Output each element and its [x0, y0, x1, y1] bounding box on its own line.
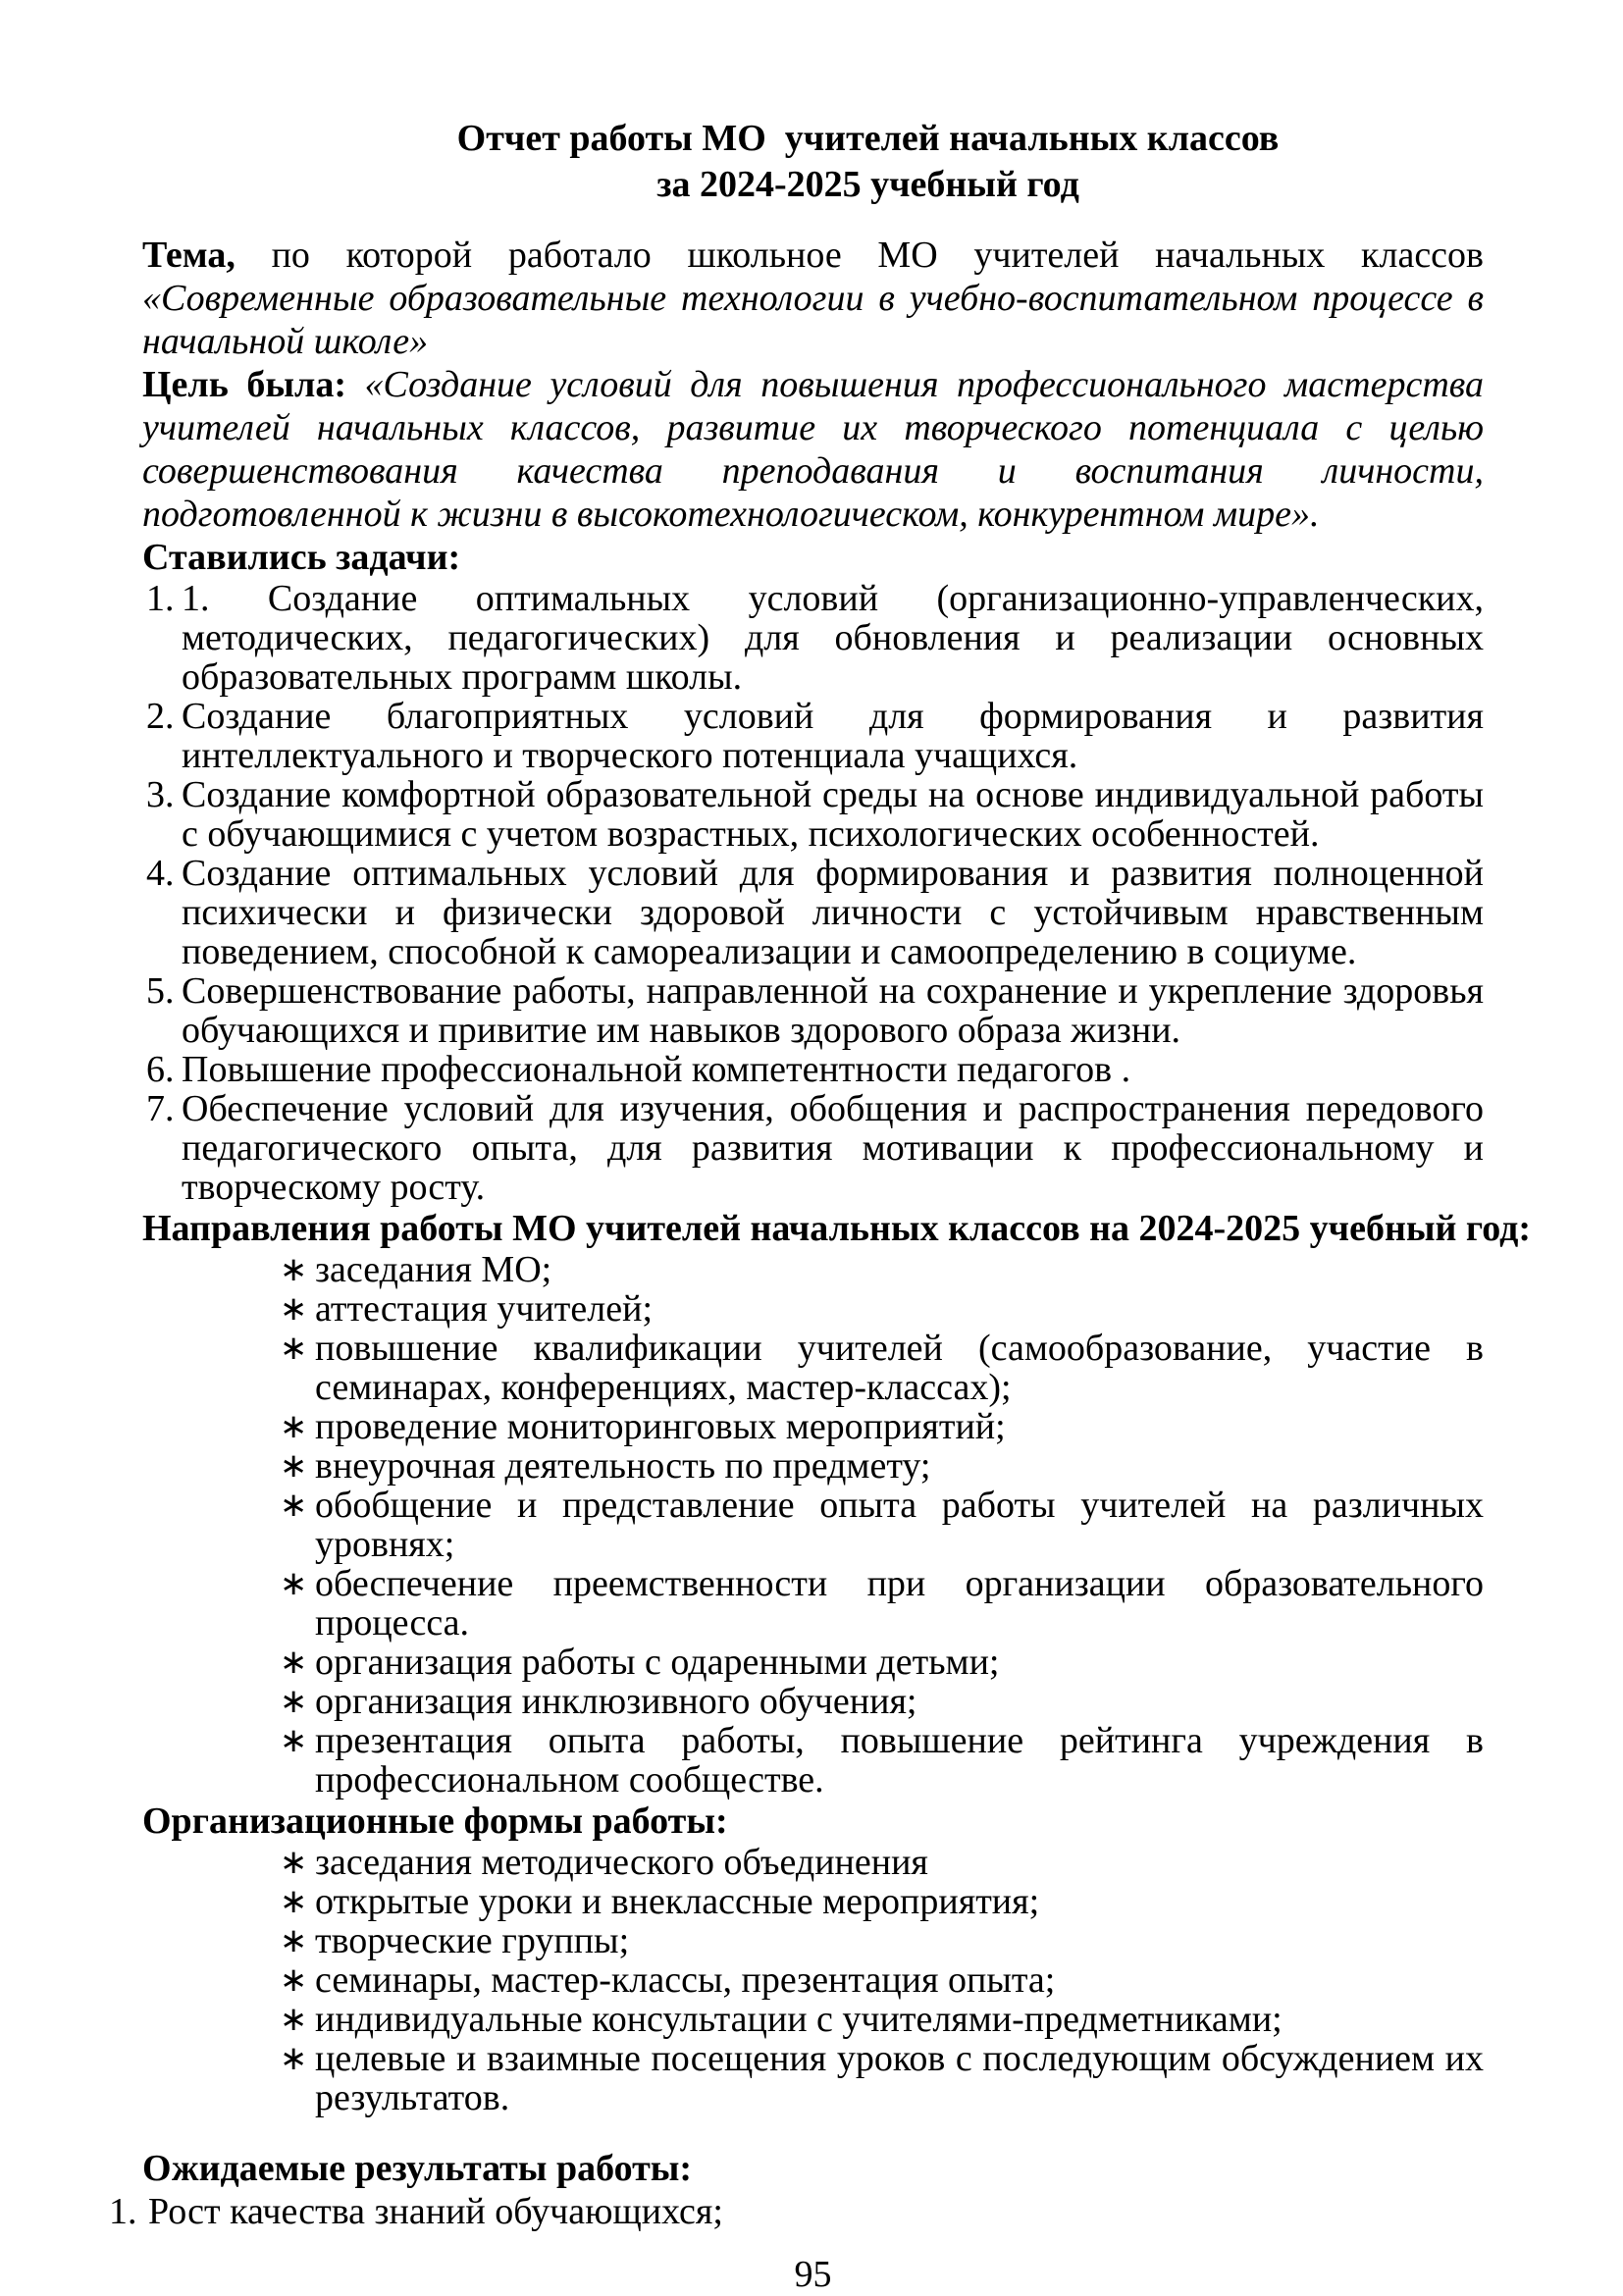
form-text: открытые уроки и внеклассные мероприятия;	[315, 1881, 1040, 1922]
task-text: Совершенствование работы, направленной на сохранение и укрепление здоровья обучающихся и привитие им навыков здорового образа жизни.	[182, 970, 1484, 1051]
goal-quote: «Создание условий для повышения профессионального мастерства учителей начальных классов, развитие их творческого потенциала с целью совершенствования качества преподавания и воспитания личности, подготовленной к жизни в высокотехнологическом, конкурентном мире».	[142, 364, 1485, 535]
tasks-heading: Ставились задачи:	[142, 537, 461, 578]
form-text: целевые и взаимные посещения уроков с последующим обсуждением их результатов.	[315, 2038, 1484, 2118]
task-number: 5.	[146, 970, 175, 1012]
task-text: Создание оптимальных условий для формирования и развития полноценной психически и физически здоровой личности с устойчивым нравственным поведением, способной к самореализации и самоопределению в социуме.	[182, 853, 1484, 972]
form-item	[280, 1999, 1484, 2040]
goal-paragraph	[142, 363, 1484, 536]
asterisk-bullet-icon: ∗	[280, 1289, 308, 1329]
direction-text: презентация опыта работы, повышение рейтинга учреждения в профессиональном сообществе.	[315, 1720, 1484, 1800]
task-number: 6.	[146, 1049, 175, 1090]
asterisk-bullet-icon: ∗	[280, 2000, 308, 2039]
task-text: Создание благоприятных условий для формирования и развития интеллектуального и творческого потенциала учащихся.	[182, 696, 1484, 776]
expected-results-list	[109, 2190, 1484, 2233]
task-number: 4.	[146, 853, 175, 894]
task-text: Создание комфортной образовательной среды на основе индивидуальной работы с обучающимися с учетом возрастных, психологических особенностей.	[182, 774, 1484, 855]
direction-item	[280, 1328, 1484, 1408]
direction-text: организация работы с одаренными детьми;	[315, 1642, 1000, 1683]
asterisk-bullet-icon: ∗	[280, 1882, 308, 1921]
direction-item	[280, 1681, 1484, 1722]
direction-text: обеспечение преемственности при организации образовательного процесса.	[315, 1563, 1484, 1644]
task-item	[146, 1088, 1484, 1208]
direction-text: внеурочная деятельность по предмету;	[315, 1445, 931, 1487]
asterisk-bullet-icon: ∗	[280, 1486, 308, 1525]
expected-results-heading: Ожидаемые результаты работы:	[142, 2148, 693, 2189]
direction-item	[280, 1485, 1484, 1565]
expected-result-item	[109, 2190, 1484, 2233]
direction-item	[280, 1249, 1484, 1290]
theme-label: Тема,	[142, 235, 236, 276]
asterisk-bullet-icon: ∗	[280, 2039, 308, 2078]
task-number: 3.	[146, 774, 175, 815]
asterisk-bullet-icon: ∗	[280, 1446, 308, 1486]
direction-item	[280, 1642, 1484, 1683]
task-item	[146, 774, 1484, 855]
form-item	[280, 1881, 1484, 1922]
asterisk-bullet-icon: ∗	[280, 1721, 308, 1760]
task-item	[146, 970, 1484, 1051]
form-text: индивидуальные консультации с учителями-предметниками;	[315, 1999, 1283, 2040]
task-text: 1. Создание оптимальных условий (организационно-управленческих, методических, педагогических) для обновления и реализации основных образовательных программ школы.	[182, 578, 1484, 698]
title-line-2: за 2024-2025 учебный год	[656, 164, 1079, 205]
direction-text: обобщение и представление опыта работы учителей на различных уровнях;	[315, 1485, 1484, 1565]
direction-text: повышение квалификации учителей (самообразование, участие в семинарах, конференциях, мастер-классах);	[315, 1328, 1484, 1408]
form-text: семинары, мастер-классы, презентация опыта;	[315, 1959, 1056, 2001]
task-text: Повышение профессиональной компетентности педагогов .	[182, 1049, 1131, 1090]
direction-item	[280, 1563, 1484, 1644]
form-item	[280, 2038, 1484, 2118]
task-number: 2.	[146, 696, 175, 737]
task-number: 7.	[146, 1088, 175, 1129]
direction-text: проведение мониторинговых мероприятий;	[315, 1406, 1006, 1447]
task-item	[146, 853, 1484, 972]
direction-item	[280, 1445, 1484, 1487]
asterisk-bullet-icon: ∗	[280, 1407, 308, 1446]
theme-paragraph	[142, 234, 1484, 363]
tasks-list	[142, 579, 1484, 1207]
task-number: 1.	[146, 578, 175, 619]
asterisk-bullet-icon: ∗	[280, 1643, 308, 1682]
form-item	[280, 1842, 1484, 1883]
title-line-1: Отчет работы МО учителей начальных классов	[456, 118, 1280, 159]
asterisk-bullet-icon: ∗	[280, 1564, 308, 1603]
asterisk-bullet-icon: ∗	[280, 1843, 308, 1882]
asterisk-bullet-icon: ∗	[280, 1921, 308, 1960]
direction-text: аттестация учителей;	[315, 1288, 654, 1330]
form-item	[280, 1959, 1484, 2001]
asterisk-bullet-icon: ∗	[280, 1960, 308, 2000]
direction-text: заседания МО;	[315, 1249, 552, 1290]
task-item	[146, 1049, 1484, 1090]
directions-list	[142, 1250, 1484, 1800]
asterisk-bullet-icon: ∗	[280, 1250, 308, 1289]
expected-result-text: Рост качества знаний обучающихся;	[148, 2191, 723, 2232]
form-text: творческие группы;	[315, 1920, 630, 1961]
goal-label: Цель была:	[142, 364, 365, 405]
theme-text: по которой работало школьное МО учителей начальных классов	[235, 235, 1484, 276]
task-item	[146, 578, 1484, 698]
page-number: 95	[794, 2254, 832, 2295]
asterisk-bullet-icon: ∗	[280, 1682, 308, 1721]
forms-heading: Организационные формы работы:	[142, 1800, 728, 1842]
form-text: заседания методического объединения	[315, 1842, 928, 1883]
document-title	[142, 116, 1484, 208]
direction-text: организация инклюзивного обучения;	[315, 1681, 917, 1722]
direction-item	[280, 1406, 1484, 1447]
direction-item	[280, 1288, 1484, 1330]
task-text: Обеспечение условий для изучения, обобщения и распространения передового педагогического опыта, для развития мотивации к профессиональному и творческому росту.	[182, 1088, 1484, 1208]
direction-item	[280, 1720, 1484, 1800]
asterisk-bullet-icon: ∗	[280, 1329, 308, 1368]
forms-list	[142, 1843, 1484, 2117]
theme-quote: «Современные образовательные технологии в учебно-воспитательном процессе в начальной школе»	[142, 278, 1484, 362]
expected-result-number: 1.	[109, 2191, 137, 2232]
task-item	[146, 696, 1484, 776]
form-item	[280, 1920, 1484, 1961]
directions-heading: Направления работы МО учителей начальных классов на 2024-2025 учебный год:	[142, 1208, 1531, 1249]
